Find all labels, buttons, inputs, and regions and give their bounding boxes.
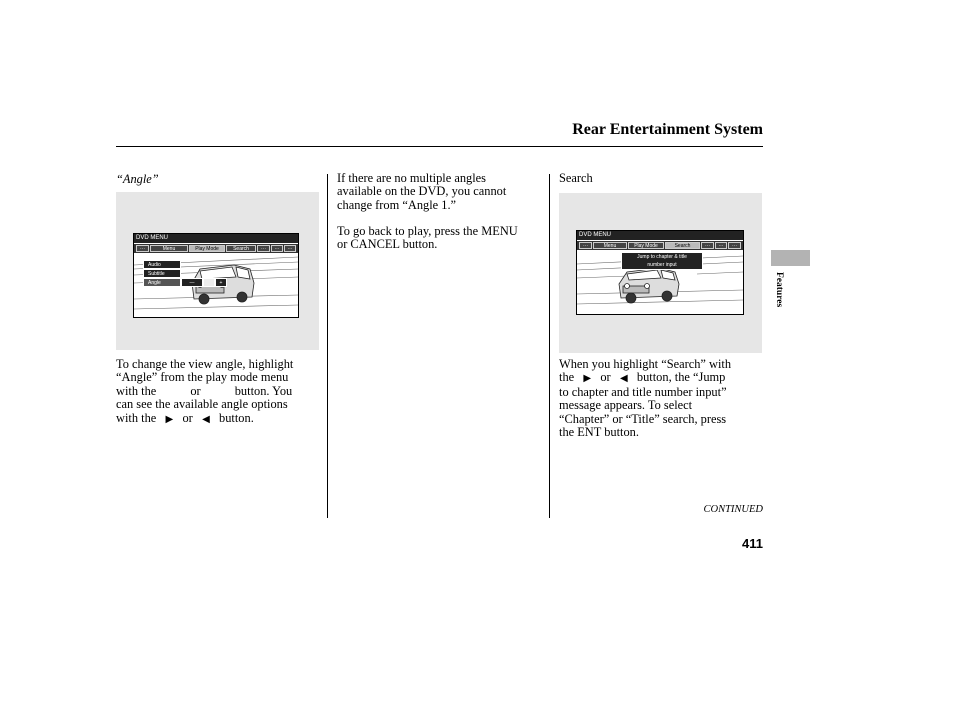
menu-button[interactable]: Menu <box>150 245 188 252</box>
angle-plus-button[interactable]: + <box>215 278 227 287</box>
search-instructions <box>559 358 764 439</box>
text-line: with the or button. You <box>116 383 293 398</box>
text-fragment: the <box>559 370 575 385</box>
angle-minus-button[interactable]: — <box>181 278 203 287</box>
search-button[interactable]: Search <box>226 245 256 252</box>
dvd-screen-search <box>576 230 744 315</box>
dvd-menu-title: DVD MENU <box>579 232 612 238</box>
text-line: to chapter and title number input” <box>559 384 727 399</box>
angle-caption: “Angle” <box>116 172 159 186</box>
text-line: change from “Angle 1.” <box>337 197 457 212</box>
search-figure <box>559 193 762 353</box>
text-fragment: button. <box>219 410 254 425</box>
text-line: or CANCEL button. <box>337 237 438 252</box>
left-arrow-icon: ◀ <box>619 373 628 385</box>
text-fragment: or <box>182 410 193 425</box>
menu-dots-button[interactable]: ··· <box>715 242 727 249</box>
dvd-screen-angle <box>133 233 299 318</box>
text-fragment: with the <box>116 410 157 425</box>
column-divider-2 <box>549 174 550 518</box>
play-mode-button[interactable]: Play Mode <box>628 242 664 249</box>
dvd-title-bar <box>134 234 298 243</box>
return-to-play-note <box>337 225 547 252</box>
no-angles-note <box>337 172 547 212</box>
dvd-title-bar <box>577 231 743 240</box>
text-line <box>559 371 764 385</box>
dvd-menu-row <box>134 244 298 253</box>
left-arrow-icon: ◀ <box>202 413 210 425</box>
text-fragment: or <box>600 370 611 385</box>
search-button[interactable]: Search <box>665 242 700 249</box>
menu-dots-button[interactable]: ··· <box>579 242 592 249</box>
text-line: message appears. To select <box>559 398 693 413</box>
angle-figure <box>116 192 319 350</box>
menu-button[interactable]: Menu <box>593 242 627 249</box>
page-number: 411 <box>742 536 763 551</box>
jump-to-chapter-popup <box>621 252 703 270</box>
popup-angle[interactable]: Angle <box>143 278 181 287</box>
text-line <box>116 412 326 426</box>
text-line: To change the view angle, highlight <box>116 357 294 371</box>
text-line: When you highlight “Search” with <box>559 357 732 371</box>
section-label: Features <box>774 272 784 308</box>
section-tab <box>771 250 810 266</box>
popup-audio[interactable]: Audio <box>143 260 181 269</box>
text-line: “Angle” from the play mode menu <box>116 370 289 385</box>
right-arrow-icon: ▶ <box>583 373 592 385</box>
right-arrow-icon: ▶ <box>165 413 174 425</box>
menu-dots-button[interactable]: ··· <box>271 245 283 252</box>
angle-value-box <box>203 278 215 287</box>
column-divider-1 <box>327 174 328 518</box>
continued-label: CONTINUED <box>703 504 763 515</box>
dvd-menu-title: DVD MENU <box>136 235 169 241</box>
play-mode-button[interactable]: Play Mode <box>189 245 225 252</box>
header-rule <box>116 146 763 147</box>
search-caption: Search <box>559 171 593 185</box>
text-line: the ENT button. <box>559 425 639 440</box>
text-line: available on the DVD, you cannot <box>337 184 507 199</box>
menu-dots-button[interactable]: ··· <box>257 245 270 252</box>
popup-line: number input <box>647 262 677 268</box>
menu-dots-button[interactable]: ··· <box>136 245 149 252</box>
text-line: can see the available angle options <box>116 397 288 412</box>
menu-dots-button[interactable]: ··· <box>701 242 714 249</box>
popup-line: Jump to chapter & title <box>637 254 687 260</box>
text-fragment: button, the “Jump <box>636 370 726 385</box>
menu-dots-button[interactable]: ··· <box>284 245 296 252</box>
page-title: Rear Entertainment System <box>572 121 763 138</box>
dvd-menu-row <box>577 241 743 250</box>
menu-dots-button[interactable]: ··· <box>728 242 741 249</box>
text-line: To go back to play, press the MENU <box>337 224 518 238</box>
popup-subtitle[interactable]: Subtitle <box>143 269 181 278</box>
text-line: If there are no multiple angles <box>337 171 486 185</box>
angle-instructions <box>116 358 326 426</box>
text-line: “Chapter” or “Title” search, press <box>559 411 727 426</box>
